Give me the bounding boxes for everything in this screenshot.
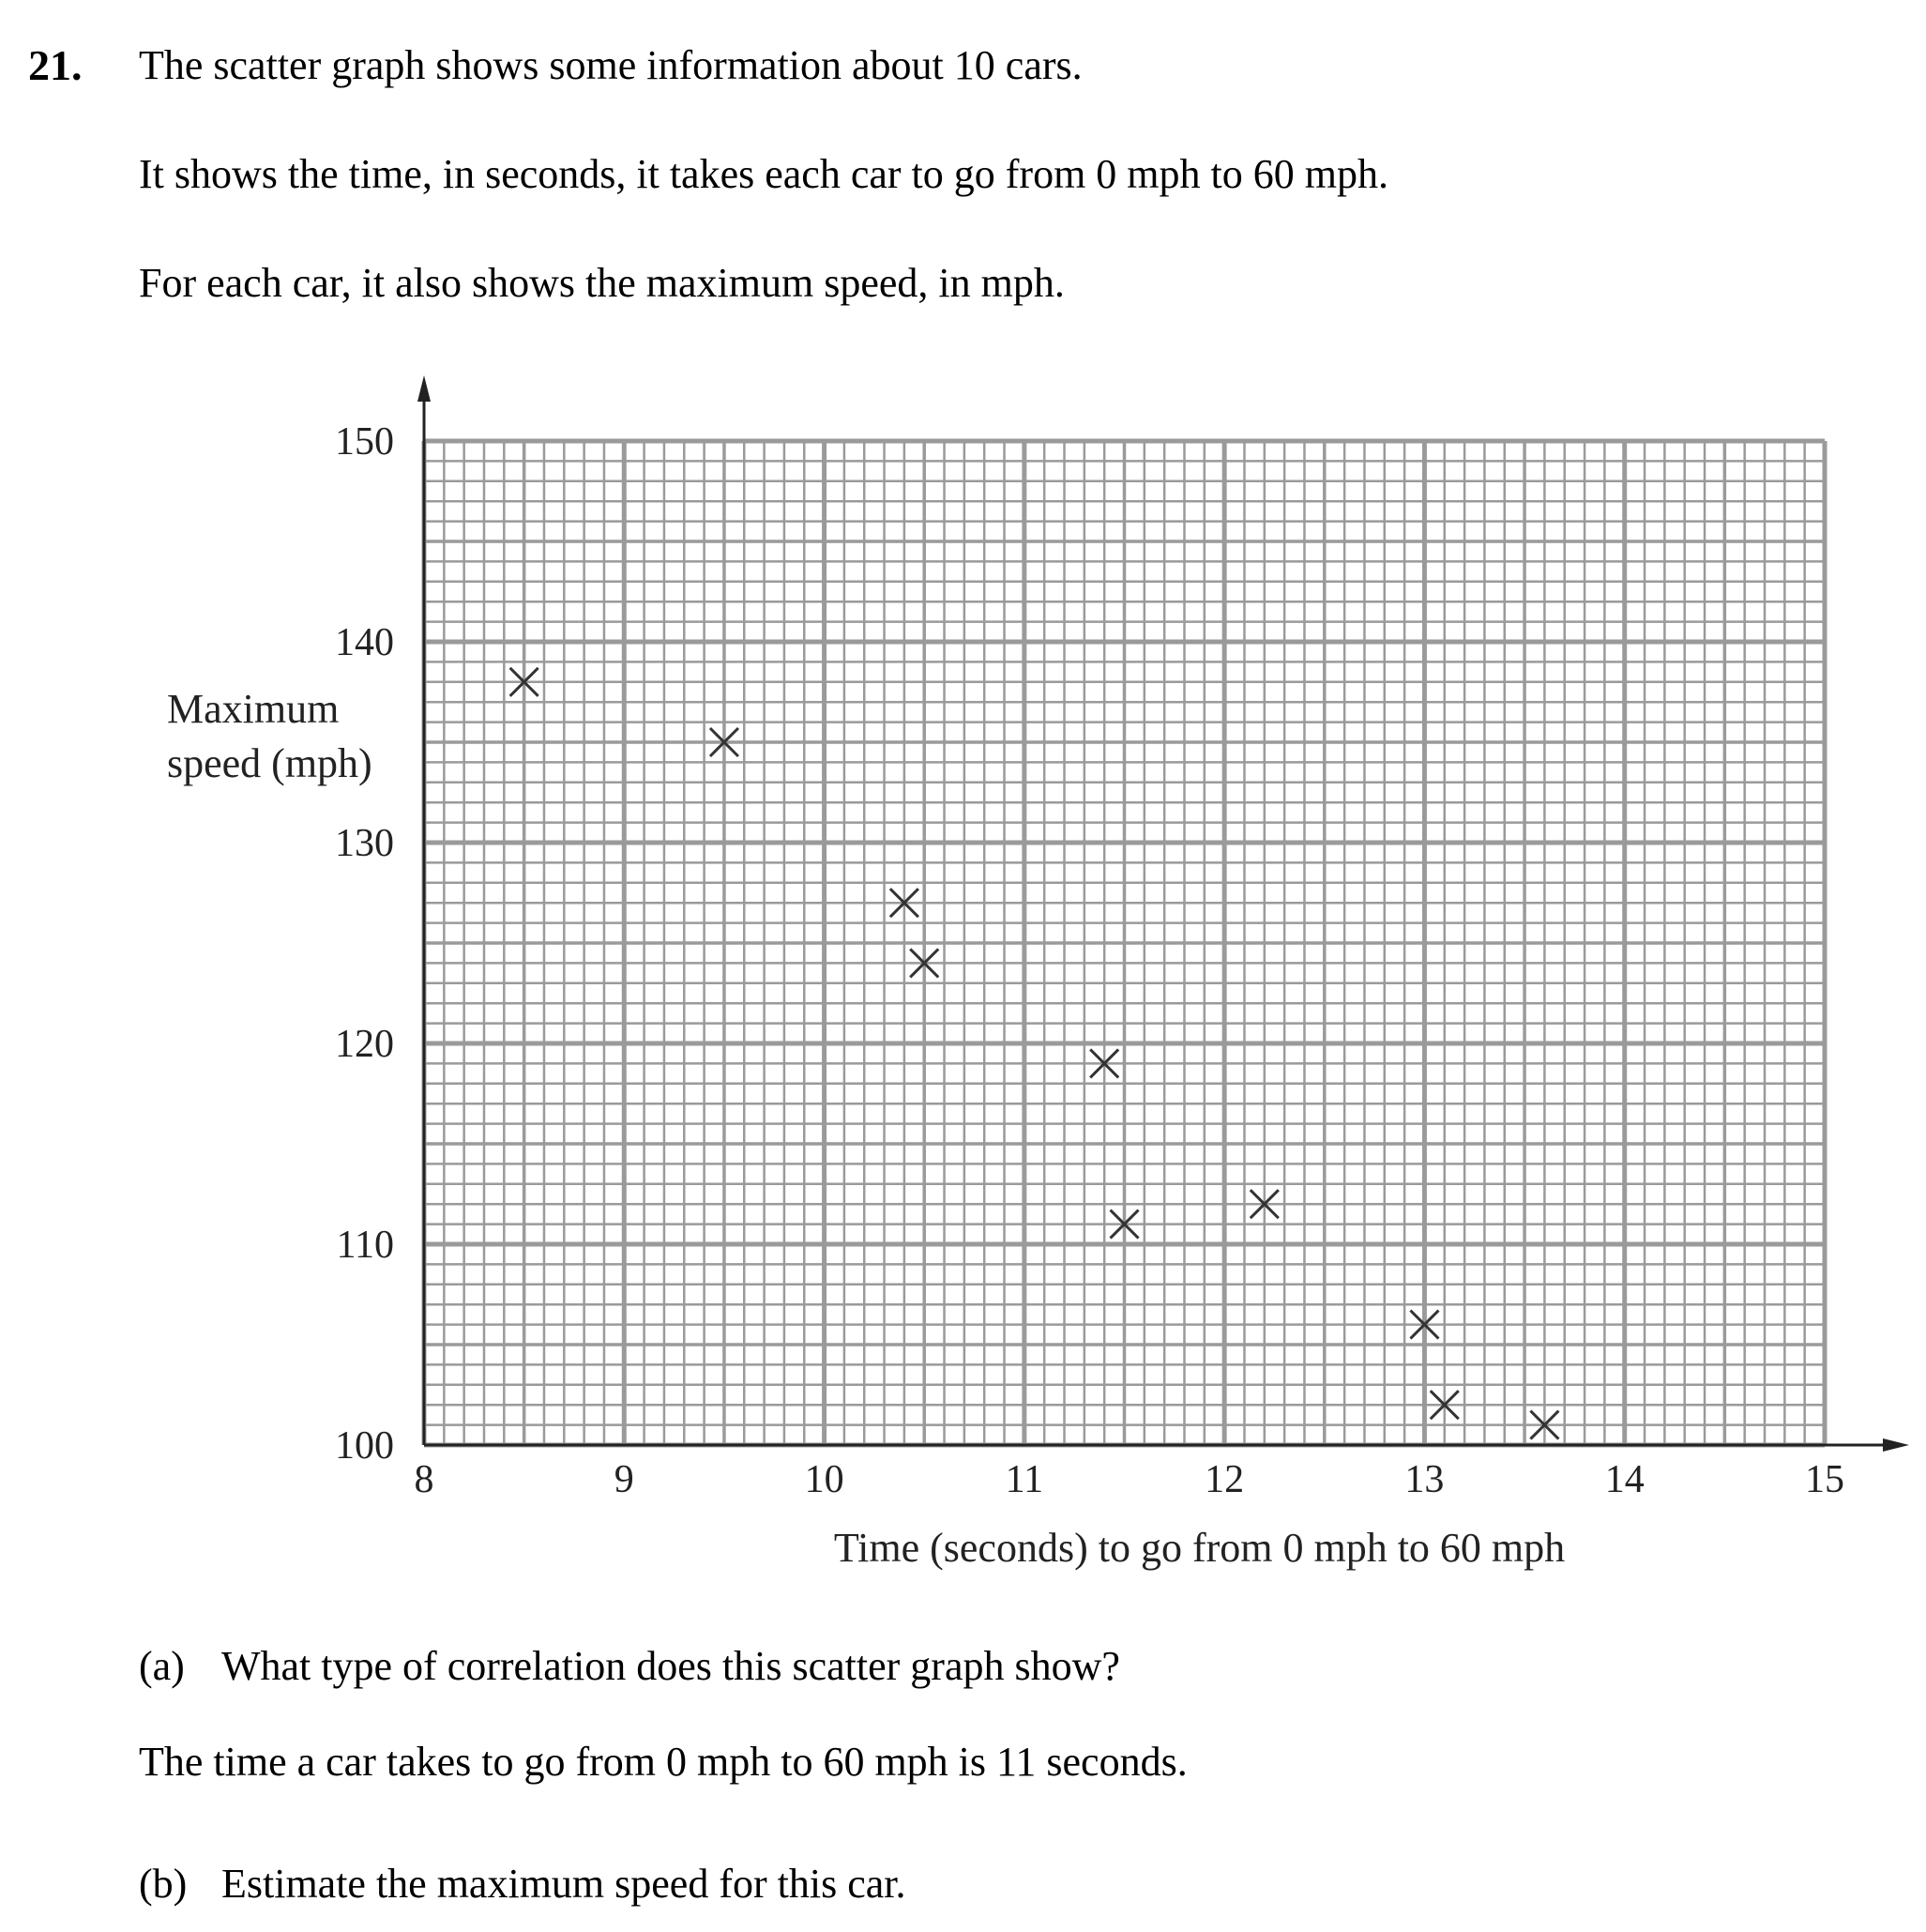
statement-text: The time a car takes to go from 0 mph to 60 mph is 11 seconds. (139, 1739, 1188, 1785)
part-a-label: (a) (139, 1643, 185, 1689)
x-tick-label: 11 (1005, 1458, 1044, 1501)
y-tick-label: 120 (335, 1023, 394, 1066)
x-tick-label: 12 (1205, 1458, 1245, 1501)
x-tick-label: 9 (614, 1458, 634, 1501)
intro-line-1: The scatter graph shows some information about 10 cars. (139, 42, 1083, 88)
y-tick-label: 100 (335, 1424, 394, 1468)
chart-grid (424, 441, 1825, 1445)
part-a-question: What type of correlation does this scatter graph show? (221, 1643, 1120, 1689)
intro-line-3: For each car, it also shows the maximum speed, in mph. (139, 260, 1065, 306)
part-b-question: Estimate the maximum speed for this car. (221, 1861, 906, 1907)
y-tick-label: 140 (335, 621, 394, 664)
y-axis-label-line: speed (mph) (167, 740, 372, 786)
y-axis-arrow (417, 375, 431, 402)
y-tick-label: 110 (336, 1224, 394, 1267)
x-tick-label: 14 (1604, 1458, 1645, 1501)
x-tick-label: 8 (414, 1458, 434, 1501)
x-tick-label: 15 (1805, 1458, 1844, 1501)
x-tick-label: 13 (1404, 1458, 1445, 1501)
part-b-label: (b) (139, 1861, 188, 1907)
intro-line-2: It shows the time, in seconds, it takes each car to go from 0 mph to 60 mph. (139, 151, 1388, 197)
x-tick-label: 10 (804, 1458, 844, 1501)
chart-points (510, 668, 1559, 1439)
question-number: 21. (28, 41, 83, 89)
x-axis-label: Time (seconds) to go from 0 mph to 60 mph (833, 1525, 1566, 1571)
y-axis-label-line: Maximum (167, 686, 340, 732)
x-axis-arrow (1883, 1438, 1909, 1452)
y-tick-label: 150 (335, 420, 394, 464)
y-tick-label: 130 (335, 822, 394, 865)
